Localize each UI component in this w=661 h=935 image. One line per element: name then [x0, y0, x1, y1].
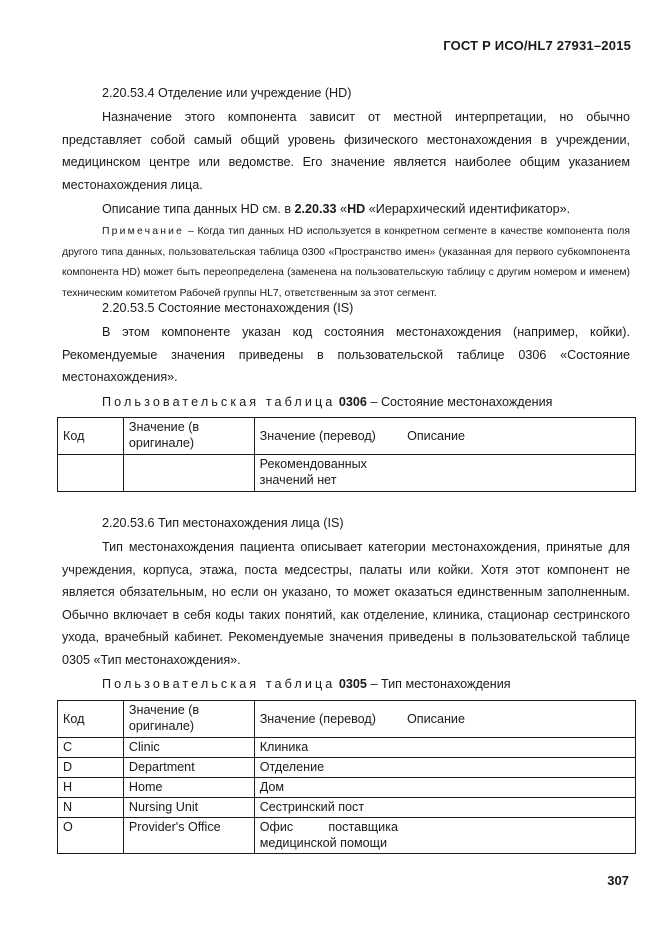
cell-translation: Сестринский пост: [254, 798, 402, 818]
header-code: Код: [58, 701, 124, 738]
note-hd: Примечание – Когда тип данных HD используется в конкретном сегменте в качестве компонента поля другого типа данных, пользовательская таблица 0300 «Пространство имен» (указанная для первого субкомпонента компонента HD) может быть переопределена (заменена на пользовательскую таблицу с другим номером и именем) техническим комитетом Рабочей группы HL7, ответственным за этот сегмент.: [62, 226, 630, 299]
table-0305: [57, 700, 636, 854]
page-number: 307: [607, 873, 629, 888]
paragraph-hd-purpose: Назначение этого компонента зависит от местной интерпретации, но обычно представляет собой самый общий уровень физического местонахождения в учреждении, медицинском центре или ведомстве. Его значение является наиболее общим указанием местонахождения лица.: [62, 110, 630, 192]
cell-translation: Офис поставщика медицинской помощи: [254, 818, 402, 854]
cell-translation: Рекомендованных значений нет: [254, 455, 402, 492]
cell-translation: Отделение: [254, 758, 402, 778]
section-heading-hd: 2.20.53.4 Отделение или учреждение (HD): [102, 86, 352, 100]
document-header: ГОСТ Р ИСО/HL7 27931–2015: [443, 38, 631, 53]
table-header-row: [58, 701, 636, 738]
section-heading-person-location-type: 2.20.53.6 Тип местонахождения лица (IS): [102, 516, 344, 530]
paragraph-location-status: В этом компоненте указан код состояния местонахождения (например, койки). Рекомендуемые значения приведены в пользовательской таблице 0306 «Состояние местонахождения».: [62, 325, 630, 384]
cell-code: D: [58, 758, 124, 778]
note-label: Примечание: [102, 226, 185, 237]
table-row: [58, 778, 636, 798]
header-translation: Значение (перевод): [254, 418, 402, 455]
cell-code: C: [58, 738, 124, 758]
table-0306: [57, 417, 636, 492]
table-row: [58, 738, 636, 758]
cell-original: Department: [123, 758, 254, 778]
cell-code: H: [58, 778, 124, 798]
header-translation: Значение (перевод): [254, 701, 402, 738]
table-header-row: [58, 418, 636, 455]
cell-original: Nursing Unit: [123, 798, 254, 818]
header-description: Описание: [402, 701, 636, 738]
paragraph-hd-reference: Описание типа данных HD см. в 2.20.33 «HD «Иерархический идентификатор».: [102, 202, 571, 216]
table-row: [58, 798, 636, 818]
cell-original: Home: [123, 778, 254, 798]
table-row: [58, 455, 636, 492]
cell-code: N: [58, 798, 124, 818]
header-original: Значение (в оригинале): [123, 701, 254, 738]
header-original: Значение (в оригинале): [123, 418, 254, 455]
cell-code: O: [58, 818, 124, 854]
table-row: [58, 758, 636, 778]
cell-translation: Клиника: [254, 738, 402, 758]
table-caption-0306: Пользовательская таблица 0306 – Состояние местонахождения: [102, 395, 553, 409]
header-description: Описание: [402, 418, 635, 455]
section-heading-location-status: 2.20.53.5 Состояние местонахождения (IS): [102, 301, 354, 315]
cell-original: Provider's Office: [123, 818, 254, 854]
header-code: Код: [58, 418, 124, 455]
table-row: [58, 818, 636, 854]
paragraph-person-location-type: Тип местонахождения пациента описывает категории местонахождения, принятые для учреждения, корпуса, этажа, поста медсестры, палаты или койки. Хотя этот компонент не является обязательным, но если он указано, то может оказаться единственным заполненным. Обычно включает в себя коды таких понятий, как отделение, клиника, стационар сестринского ухода, врачебный кабинет. Рекомендуемые значения приведены в пользовательской таблице 0305 «Тип местонахождения».: [62, 540, 630, 667]
cell-original: Clinic: [123, 738, 254, 758]
cell-translation: Дом: [254, 778, 402, 798]
table-caption-0305: Пользовательская таблица 0305 – Тип местонахождения: [102, 677, 511, 691]
